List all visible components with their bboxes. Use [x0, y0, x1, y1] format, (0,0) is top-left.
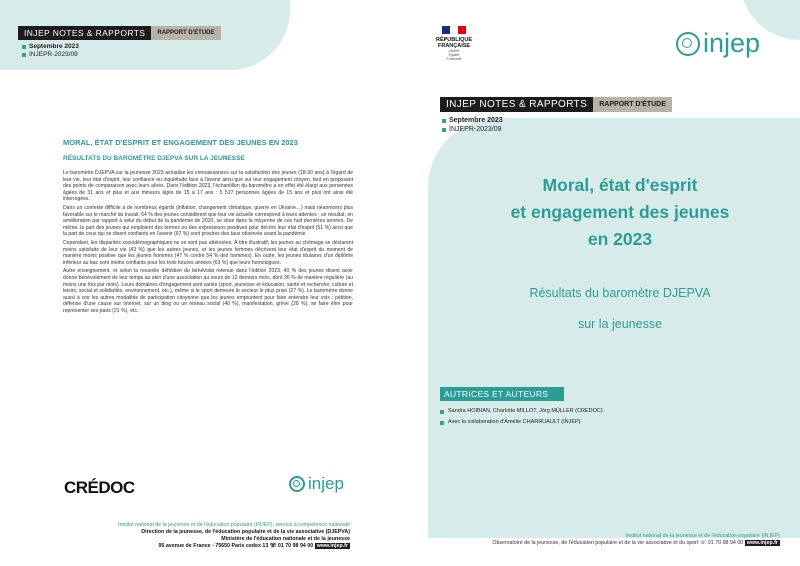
french-flag-icon [442, 26, 466, 34]
footer-address: 95 avenue de France - 75650 Paris cedex 13 ☏ 01 70 98 94 00 www.injep.fr [158, 543, 348, 549]
website-link[interactable]: www.injep.fr [316, 543, 348, 549]
abstract-paragraph: Dans un contexte difficile à de nombreux égards (inflation, changement climatique, guerre en Ukraine…) mais néanmoins plus favorable sur le marché du travail, 64 % des jeunes considèrent que leur vie actuelle correspond à leurs attentes ; ce résultat, en amélioration par rapport à celui du début de la pandémie de 2020, se situe dans la moyenne de ces huit dernières années. De même, la part des jeunes qui emploient des termes ou des expressions positives pour décrire leur état d'esprit (51 %) ainsi que la part de ceux qui se disent confiants en l'avenir (67 %) sont proches des taux observés avant la pandémie. [63, 204, 353, 238]
report-type-label: RAPPORT D'ÉTUDE [151, 26, 220, 40]
front-cover-page [400, 0, 800, 566]
injep-swirl-icon [676, 32, 700, 56]
bullet-square-icon [442, 128, 446, 132]
series-banner [18, 26, 221, 40]
injep-wordmark: injep [703, 28, 761, 58]
publication-meta [22, 43, 79, 59]
bullet-square-icon [22, 53, 26, 57]
bullet-square-icon [22, 45, 26, 49]
footer-line: Ministère de l'éducation nationale et de la jeunesse [221, 536, 350, 542]
footer-line: Institut national de la jeunesse et de l'éducation populaire (INJEP), service à compétence nationale [118, 522, 350, 528]
series-label: INJEP NOTES & RAPPORTS [18, 26, 151, 40]
footer-line: Direction de la jeunesse, de l'éducation populaire et de la vie associative (DJEPVA) [141, 529, 350, 535]
authors-heading: AUTRICES ET AUTEURS [440, 387, 564, 401]
publisher-footer [414, 533, 780, 547]
publication-meta [442, 117, 503, 134]
report-subtitle: Résultats du baromètre DJEPVA sur la jeunesse [529, 286, 711, 331]
publication-date: Septembre 2023 [449, 117, 503, 124]
author-line: Avec la collaboration d'Amélie CHARRUAULT (INJEP) [448, 419, 581, 425]
series-banner [440, 97, 672, 112]
abstract-paragraph: Cependant, les disparités sociodémographiques ne se sont pas atténuées. À titre illustratif, les jeunes au chômage se déclarent moins satisfaits de leur vie (43 %) que les autres jeunes, et les jeunes femmes décrivent leur état d'esprit du moment de manière moins positive que les jeunes hommes (47 % contre 54 % des hommes). En outre, les jeunes titulaires d'un diplôme inférieur au bac sont moins confiants pour les trois futures années (63 %) que leurs homologues. [63, 239, 353, 266]
injep-wordmark: injep [308, 474, 344, 493]
publication-ref: INJEPR-2023/09 [29, 51, 78, 58]
footer-line: Institut national de la jeunesse et de l'éducation populaire (INJEP) [625, 533, 780, 539]
injep-swirl-icon [289, 476, 305, 492]
footer-line: Observatoire de la jeunesse, de l'éducation populaire et de la vie associative et du sport ☏ 01 70 98 94 00 www.injep.fr [492, 540, 778, 546]
authors-list [440, 406, 640, 428]
publisher-footer [60, 522, 350, 550]
publication-date: Septembre 2023 [29, 43, 79, 50]
credoc-logo: CRÉDOC [64, 478, 135, 497]
abstract-title: MORAL, ÉTAT D'ESPRIT ET ENGAGEMENT DES JEUNES EN 2023 [63, 138, 298, 147]
abstract-paragraph: Autre enseignement, et selon la nouvelle définition du bénévolat retenue dans l'édition 2023, 40 % des jeunes disent avoir donné bénévolement de leur temps au sein d'une association au cours de 12 derniers mois, dont 26 % de manière régulière (au moins une fois par mois). Leurs domaines d'engagement sont variés (sport, jeunesse et éducation, santé et recherche, culture et loisirs, social et solidarités, environnement, etc.), même si le sport demeure le secteur le plus prisé (27 %). Le baromètre donne aussi à voir les autres modalités de participation citoyenne que les jeunes empruntent pour faire entendre leur voix : pétition, défense d'une cause sur internet, sur un blog ou un réseau social (40 %), manifestation, grève (28 %), se faire élire pour représenter ses pairs (21 %), etc. [63, 268, 353, 314]
bullet-square-icon [442, 119, 446, 123]
injep-logo [289, 474, 344, 494]
injep-logo [676, 28, 760, 59]
republique-francaise-logo: RÉPUBLIQUE FRANÇAISE Liberté Égalité Fraternité [436, 26, 472, 61]
abstract-subtitle: RÉSULTATS DU BAROMÈTRE DJEPVA SUR LA JEUNESSE [63, 155, 245, 162]
report-title: Moral, état d'esprit et engagement des jeunes en 2023 [510, 175, 730, 249]
abstract-paragraph: Le baromètre DJEPVA sur la jeunesse 2023 actualise les connaissances sur la satisfaction des jeunes (18-30 ans) à l'égard de leur vie, leur état d'esprit, leur confiance ou inquiétude face à l'avenir ainsi que sur leur engagement citoyen, tout en proposant des points de comparaison avec leurs aînés. Dans l'édition 2023, l'échantillon du baromètre a en effet été élargi aux personnes âgées de 31 ans et plus et aux mineurs âgés de 15 à 17 ans : 5 517 personnes âgées de 15 ans et plus ont ainsi été interrogées. [63, 170, 353, 203]
report-type-label: RAPPORT D'ÉTUDE [593, 97, 672, 112]
series-label: INJEP NOTES & RAPPORTS [440, 97, 593, 112]
bullet-square-icon [440, 421, 444, 425]
website-link[interactable]: www.injep.fr [746, 540, 778, 546]
bullet-square-icon [440, 410, 444, 414]
author-line: Sandra HOIBIAN, Charlotte MILLOT, Jörg MÜLLER (CREDOC) [448, 408, 603, 414]
abstract-body [63, 170, 353, 316]
publication-ref: INJEPR-2023/09 [449, 125, 502, 133]
